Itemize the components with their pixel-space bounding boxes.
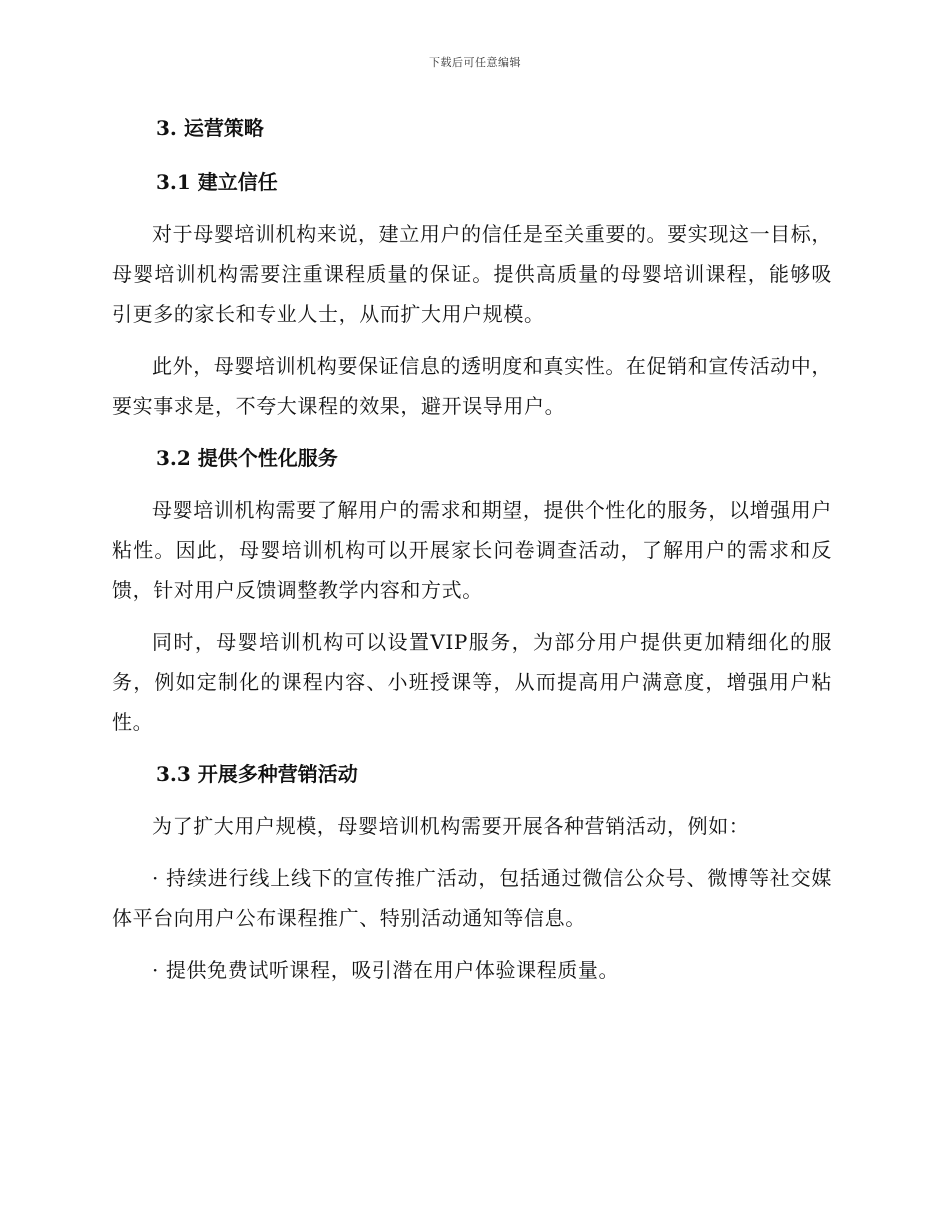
bullet-item-2: · 提供免费试听课程，吸引潜在用户体验课程质量。 [152, 958, 620, 982]
subsection-title-3-2: 3.2 提供个性化服务 [156, 446, 338, 470]
subsection-title-3-3: 3.3 开展多种营销活动 [156, 762, 358, 786]
paragraph-3-2-2: 同时，母婴培训机构可以设置VIP服务，为部分用户提供更加精细化的服务，例如定制化的课程内容、小班授课等，从而提高用户满意度，增强用户粘性。 [112, 630, 832, 734]
paragraph-3-1-2: 此外，母婴培训机构要保证信息的透明度和真实性。在促销和宣传活动中，要实事求是，不夸大课程的效果，避开误导用户。 [112, 354, 832, 418]
header-note: 下载后可任意编辑 [429, 56, 521, 69]
paragraph-3-2-1: 母婴培训机构需要了解用户的需求和期望，提供个性化的服务，以增强用户粘性。因此，母婴培训机构可以开展家长问卷调查活动，了解用户的需求和反馈，针对用户反馈调整教学内容和方式。 [112, 498, 832, 602]
section-title: 3. 运营策略 [156, 116, 264, 140]
paragraph-3-3-1: 为了扩大用户规模，母婴培训机构需要开展各种营销活动，例如： [152, 814, 750, 838]
paragraph-3-1-1: 对于母婴培训机构来说，建立用户的信任是至关重要的。要实现这一目标，母婴培训机构需要注重课程质量的保证。提供高质量的母婴培训课程，能够吸引更多的家长和专业人士，从而扩大用户规模。 [112, 222, 832, 326]
document-body [112, 108, 832, 1002]
subsection-title-3-1: 3.1 建立信任 [156, 170, 278, 194]
bullet-item-1: · 持续进行线上线下的宣传推广活动，包括通过微信公众号、微博等社交媒体平台向用户公布课程推广、特别活动通知等信息。 [112, 866, 832, 930]
